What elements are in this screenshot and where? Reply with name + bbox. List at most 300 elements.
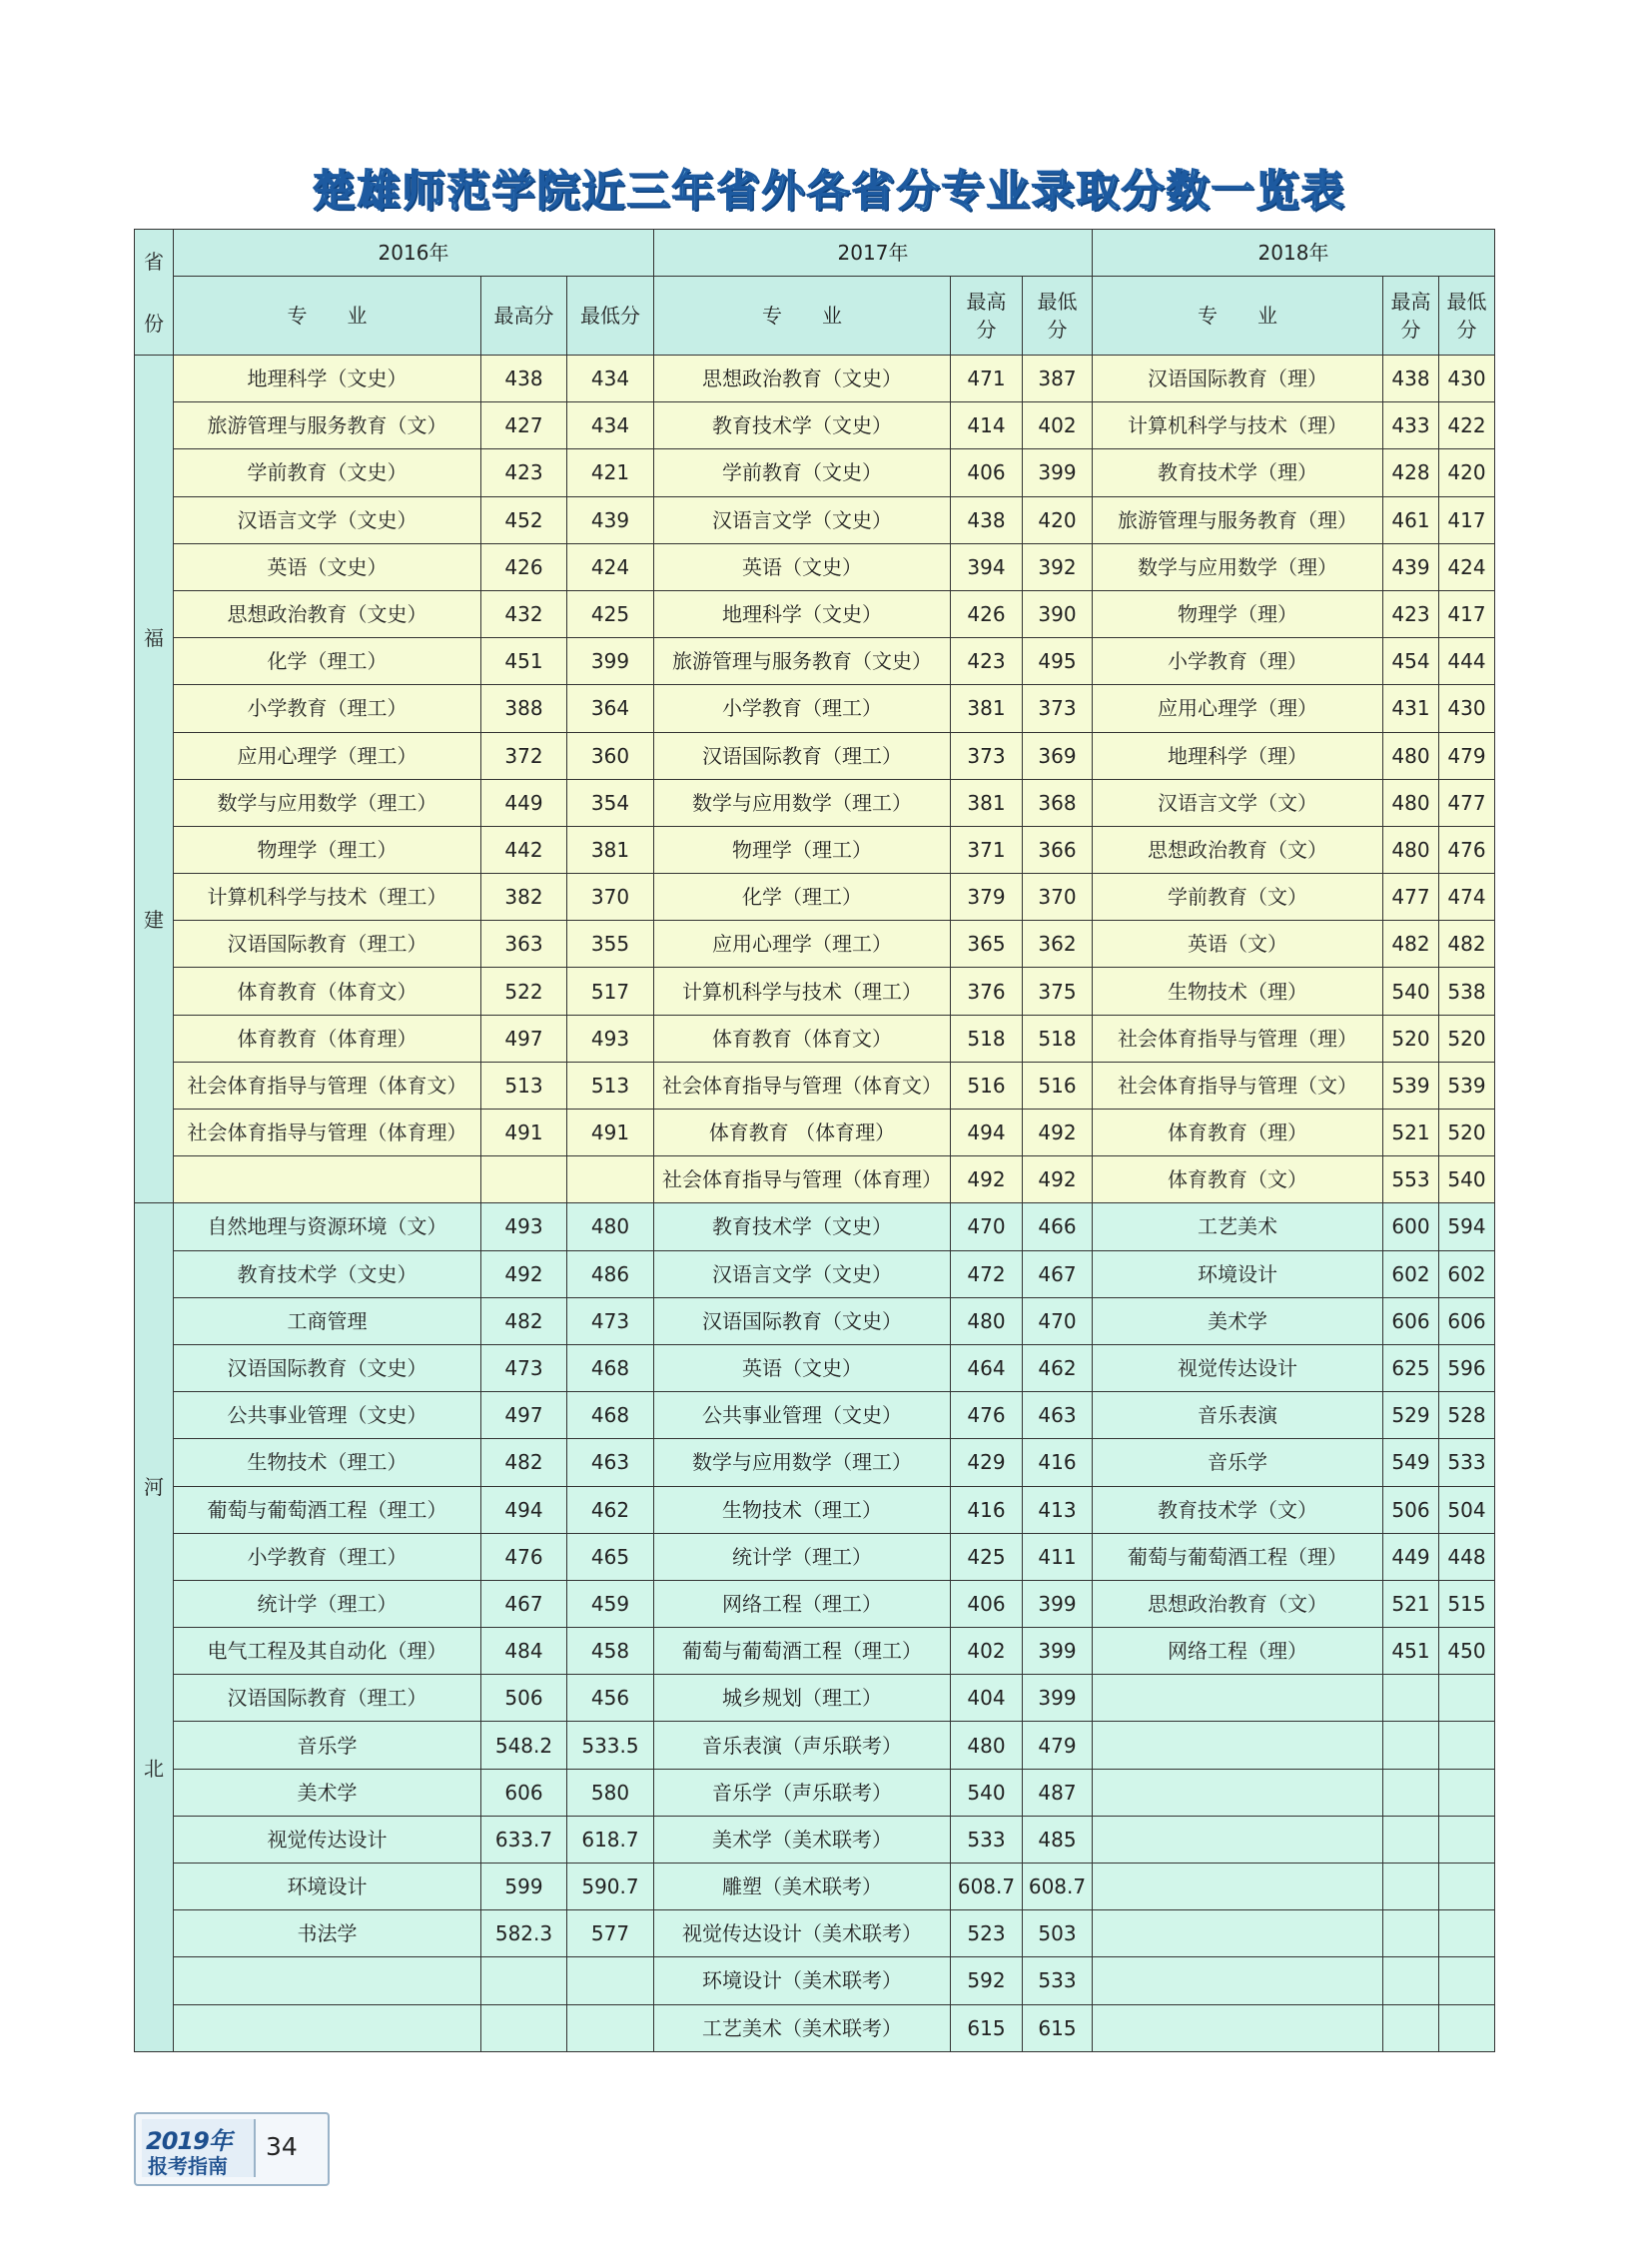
max-2017-cell: 406	[951, 1580, 1023, 1627]
table-row	[135, 685, 1495, 732]
min-2016-cell: 491	[567, 1110, 654, 1156]
min-2016-cell: 473	[567, 1297, 654, 1344]
major-2018-cell: 应用心理学（理）	[1093, 685, 1383, 732]
major-2016-cell: 思想政治教育（文史）	[174, 590, 481, 637]
major-2017-cell: 环境设计（美术联考）	[654, 1957, 951, 2004]
major-2017-cell: 学前教育（文史）	[654, 449, 951, 496]
major-2017-cell: 小学教育（理工）	[654, 685, 951, 732]
max-2017-cell: 540	[951, 1769, 1023, 1816]
min-2018-cell: 538	[1439, 968, 1495, 1015]
max-2018-cell: 625	[1383, 1344, 1439, 1391]
max-2017-cell: 381	[951, 779, 1023, 826]
min-2018-cell: 602	[1439, 1250, 1495, 1297]
major-2018-cell	[1093, 2004, 1383, 2051]
major-2018-cell: 计算机科学与技术（理）	[1093, 402, 1383, 449]
major-2016-cell: 音乐学	[174, 1722, 481, 1769]
min-2018-cell: 444	[1439, 638, 1495, 685]
min-2018-cell: 504	[1439, 1486, 1495, 1533]
min-header-2018-label: 最低分	[1446, 290, 1487, 342]
max-2018-cell: 451	[1383, 1628, 1439, 1675]
min-2017-cell: 495	[1023, 638, 1093, 685]
min-2017-cell: 375	[1023, 968, 1093, 1015]
min-2018-cell: 479	[1439, 732, 1495, 779]
table-row	[135, 1675, 1495, 1722]
max-2017-cell: 492	[951, 1156, 1023, 1203]
min-2017-cell: 492	[1023, 1110, 1093, 1156]
min-2016-cell: 513	[567, 1062, 654, 1109]
min-2016-cell: 381	[567, 826, 654, 873]
major-2017-cell: 化学（理工）	[654, 874, 951, 921]
min-2016-cell: 399	[567, 638, 654, 685]
max-2018-cell	[1383, 1722, 1439, 1769]
min-2016-cell: 354	[567, 779, 654, 826]
max-2016-cell	[481, 1957, 567, 2004]
major-2017-cell: 雕塑（美术联考）	[654, 1864, 951, 1910]
major-2016-cell	[174, 1957, 481, 2004]
max-2018-cell: 480	[1383, 826, 1439, 873]
min-2018-cell: 594	[1439, 1203, 1495, 1250]
min-2018-cell: 430	[1439, 356, 1495, 402]
major-2018-cell: 数学与应用数学（理）	[1093, 543, 1383, 590]
min-2018-cell: 606	[1439, 1297, 1495, 1344]
major-2018-cell: 英语（文）	[1093, 921, 1383, 968]
major-2017-cell: 英语（文史）	[654, 1344, 951, 1391]
max-2016-cell: 633.7	[481, 1816, 567, 1863]
min-2017-cell: 390	[1023, 590, 1093, 637]
major-2018-cell: 体育教育（文）	[1093, 1156, 1383, 1203]
min-2018-cell: 540	[1439, 1156, 1495, 1203]
max-2016-cell: 606	[481, 1769, 567, 1816]
table-row	[135, 1110, 1495, 1156]
major-2016-cell: 数学与应用数学（理工）	[174, 779, 481, 826]
max-2017-cell: 472	[951, 1250, 1023, 1297]
table-row	[135, 732, 1495, 779]
max-2016-cell: 506	[481, 1675, 567, 1722]
max-2016-cell: 438	[481, 356, 567, 402]
major-2018-cell: 教育技术学（理）	[1093, 449, 1383, 496]
major-2017-cell: 体育教育 （体育理）	[654, 1110, 951, 1156]
max-2016-cell: 467	[481, 1580, 567, 1627]
min-2017-cell: 608.7	[1023, 1864, 1093, 1910]
major-2017-cell: 旅游管理与服务教育（文史）	[654, 638, 951, 685]
min-2018-cell: 520	[1439, 1015, 1495, 1062]
min-2016-cell: 493	[567, 1015, 654, 1062]
min-2016-cell: 480	[567, 1203, 654, 1250]
major-2016-cell: 地理科学（文史）	[174, 356, 481, 402]
min-2016-cell: 577	[567, 1910, 654, 1957]
year-header-2017: 2017年	[654, 230, 1093, 277]
major-2017-cell: 汉语国际教育（文史）	[654, 1297, 951, 1344]
min-2016-cell: 465	[567, 1533, 654, 1580]
min-2017-cell: 387	[1023, 356, 1093, 402]
major-2017-cell: 思想政治教育（文史）	[654, 356, 951, 402]
min-2017-cell: 369	[1023, 732, 1093, 779]
guide-badge-logo	[142, 2119, 256, 2177]
year-header-2018: 2018年	[1093, 230, 1495, 277]
min-2018-cell	[1439, 1957, 1495, 2004]
table-row	[135, 779, 1495, 826]
table-row	[135, 1250, 1495, 1297]
min-2018-cell: 474	[1439, 874, 1495, 921]
min-2016-cell: 580	[567, 1769, 654, 1816]
major-2018-cell: 生物技术（理）	[1093, 968, 1383, 1015]
major-header-2016: 专 业	[174, 277, 481, 356]
major-2017-cell: 音乐学（声乐联考）	[654, 1769, 951, 1816]
table-row	[135, 1015, 1495, 1062]
table-row	[135, 1533, 1495, 1580]
major-2018-cell: 音乐表演	[1093, 1392, 1383, 1439]
major-2017-cell: 统计学（理工）	[654, 1533, 951, 1580]
max-2016-cell: 476	[481, 1533, 567, 1580]
table-row	[135, 1062, 1495, 1109]
major-2017-cell: 汉语言文学（文史）	[654, 1250, 951, 1297]
max-2018-cell: 606	[1383, 1297, 1439, 1344]
table-row	[135, 1344, 1495, 1391]
min-2017-cell: 466	[1023, 1203, 1093, 1250]
max-2016-cell: 382	[481, 874, 567, 921]
min-2018-cell: 448	[1439, 1533, 1495, 1580]
major-2017-cell: 教育技术学（文史）	[654, 402, 951, 449]
max-2016-cell: 451	[481, 638, 567, 685]
table-row	[135, 543, 1495, 590]
min-2016-cell: 458	[567, 1628, 654, 1675]
max-2017-cell: 365	[951, 921, 1023, 968]
table-row	[135, 356, 1495, 402]
guide-badge	[134, 2112, 330, 2186]
min-2016-cell: 421	[567, 449, 654, 496]
max-2018-cell: 529	[1383, 1392, 1439, 1439]
major-2016-cell: 视觉传达设计	[174, 1816, 481, 1863]
max-2016-cell: 426	[481, 543, 567, 590]
major-2017-cell: 社会体育指导与管理（体育理）	[654, 1156, 951, 1203]
max-2018-cell: 428	[1383, 449, 1439, 496]
min-2017-cell: 485	[1023, 1816, 1093, 1863]
max-2017-cell: 464	[951, 1344, 1023, 1391]
max-2018-cell: 480	[1383, 732, 1439, 779]
max-2017-cell: 608.7	[951, 1864, 1023, 1910]
min-2018-cell: 450	[1439, 1628, 1495, 1675]
major-2018-cell: 社会体育指导与管理（文）	[1093, 1062, 1383, 1109]
major-2016-cell: 应用心理学（理工）	[174, 732, 481, 779]
max-2018-cell: 600	[1383, 1203, 1439, 1250]
major-2016-cell: 英语（文史）	[174, 543, 481, 590]
major-2018-cell: 工艺美术	[1093, 1203, 1383, 1250]
min-2018-cell: 533	[1439, 1439, 1495, 1486]
max-2018-cell: 521	[1383, 1580, 1439, 1627]
min-2016-cell: 364	[567, 685, 654, 732]
max-2017-cell: 523	[951, 1910, 1023, 1957]
min-header-2018	[1439, 277, 1495, 356]
major-header-2018: 专 业	[1093, 277, 1383, 356]
table-row	[135, 1769, 1495, 1816]
major-2017-cell: 计算机科学与技术（理工）	[654, 968, 951, 1015]
min-2016-cell: 370	[567, 874, 654, 921]
major-2018-cell	[1093, 1957, 1383, 2004]
page-number: 34	[266, 2132, 298, 2161]
min-header-2017-label: 最低分	[1037, 290, 1078, 342]
table-row	[135, 1910, 1495, 1957]
major-2016-cell: 社会体育指导与管理（体育文）	[174, 1062, 481, 1109]
max-2018-cell: 423	[1383, 590, 1439, 637]
min-2018-cell: 424	[1439, 543, 1495, 590]
max-2018-cell: 439	[1383, 543, 1439, 590]
min-2016-cell: 533.5	[567, 1722, 654, 1769]
max-2016-cell: 482	[481, 1439, 567, 1486]
major-2016-cell: 计算机科学与技术（理工）	[174, 874, 481, 921]
major-2017-cell: 葡萄与葡萄酒工程（理工）	[654, 1628, 951, 1675]
major-2018-cell: 美术学	[1093, 1297, 1383, 1344]
min-2017-cell: 368	[1023, 779, 1093, 826]
max-2018-cell: 540	[1383, 968, 1439, 1015]
max-2017-cell: 476	[951, 1392, 1023, 1439]
section-fujian	[135, 356, 1495, 1203]
max-2017-cell: 438	[951, 496, 1023, 543]
major-2017-cell: 汉语言文学（文史）	[654, 496, 951, 543]
major-2017-cell: 地理科学（文史）	[654, 590, 951, 637]
max-2018-cell	[1383, 1910, 1439, 1957]
major-2016-cell: 教育技术学（文史）	[174, 1250, 481, 1297]
min-2017-cell: 366	[1023, 826, 1093, 873]
max-2018-cell: 520	[1383, 1015, 1439, 1062]
max-2016-cell: 599	[481, 1864, 567, 1910]
major-2016-cell	[174, 2004, 481, 2051]
major-2016-cell: 统计学（理工）	[174, 1580, 481, 1627]
min-2017-cell: 463	[1023, 1392, 1093, 1439]
min-2018-cell: 596	[1439, 1344, 1495, 1391]
major-2016-cell: 社会体育指导与管理（体育理）	[174, 1110, 481, 1156]
major-2016-cell: 汉语言文学（文史）	[174, 496, 481, 543]
major-2018-cell: 环境设计	[1093, 1250, 1383, 1297]
major-2016-cell: 工商管理	[174, 1297, 481, 1344]
min-2018-cell	[1439, 1769, 1495, 1816]
table-row	[135, 1203, 1495, 1250]
max-2018-cell: 438	[1383, 356, 1439, 402]
max-2016-cell: 449	[481, 779, 567, 826]
min-2018-cell	[1439, 1910, 1495, 1957]
major-2016-cell: 小学教育（理工）	[174, 685, 481, 732]
min-2016-cell: 360	[567, 732, 654, 779]
max-2016-cell: 452	[481, 496, 567, 543]
max-2018-cell: 539	[1383, 1062, 1439, 1109]
major-2017-cell: 教育技术学（文史）	[654, 1203, 951, 1250]
min-2018-cell	[1439, 2004, 1495, 2051]
max-2017-cell: 470	[951, 1203, 1023, 1250]
major-2018-cell	[1093, 1675, 1383, 1722]
max-2016-cell: 363	[481, 921, 567, 968]
major-2016-cell: 公共事业管理（文史）	[174, 1392, 481, 1439]
major-2018-cell: 体育教育（理）	[1093, 1110, 1383, 1156]
major-2016-cell	[174, 1156, 481, 1203]
major-2018-cell: 葡萄与葡萄酒工程（理）	[1093, 1533, 1383, 1580]
max-2017-cell: 425	[951, 1533, 1023, 1580]
max-2018-cell: 480	[1383, 779, 1439, 826]
min-2016-cell: 517	[567, 968, 654, 1015]
table-row	[135, 1392, 1495, 1439]
max-2016-cell: 548.2	[481, 1722, 567, 1769]
max-2018-cell: 461	[1383, 496, 1439, 543]
min-2016-cell: 424	[567, 543, 654, 590]
min-2018-cell: 520	[1439, 1110, 1495, 1156]
min-2016-cell: 434	[567, 402, 654, 449]
major-2018-cell: 汉语言文学（文）	[1093, 779, 1383, 826]
max-2018-cell: 449	[1383, 1533, 1439, 1580]
min-2016-cell: 618.7	[567, 1816, 654, 1863]
min-2017-cell: 470	[1023, 1297, 1093, 1344]
min-2017-cell: 615	[1023, 2004, 1093, 2051]
table-row	[135, 1722, 1495, 1769]
max-2016-cell: 432	[481, 590, 567, 637]
max-2017-cell: 480	[951, 1297, 1023, 1344]
max-2017-cell: 416	[951, 1486, 1023, 1533]
min-2017-cell: 462	[1023, 1344, 1093, 1391]
max-2018-cell: 477	[1383, 874, 1439, 921]
max-2017-cell: 516	[951, 1062, 1023, 1109]
major-2016-cell: 美术学	[174, 1769, 481, 1816]
major-2018-cell: 思想政治教育（文）	[1093, 1580, 1383, 1627]
max-2017-cell: 414	[951, 402, 1023, 449]
max-2016-cell: 491	[481, 1110, 567, 1156]
major-2018-cell: 社会体育指导与管理（理）	[1093, 1015, 1383, 1062]
min-2017-cell: 492	[1023, 1156, 1093, 1203]
max-2018-cell	[1383, 1769, 1439, 1816]
min-2016-cell: 355	[567, 921, 654, 968]
min-2018-cell	[1439, 1675, 1495, 1722]
max-2016-cell: 388	[481, 685, 567, 732]
min-2017-cell: 373	[1023, 685, 1093, 732]
major-2017-cell: 数学与应用数学（理工）	[654, 779, 951, 826]
major-2017-cell: 视觉传达设计（美术联考）	[654, 1910, 951, 1957]
min-2018-cell: 528	[1439, 1392, 1495, 1439]
major-2018-cell	[1093, 1910, 1383, 1957]
table-row	[135, 2004, 1495, 2051]
major-2018-cell: 网络工程（理）	[1093, 1628, 1383, 1675]
min-2016-cell: 425	[567, 590, 654, 637]
province-char: 北	[144, 1756, 164, 1781]
max-2017-cell: 376	[951, 968, 1023, 1015]
table-row	[135, 638, 1495, 685]
min-2018-cell: 417	[1439, 496, 1495, 543]
min-2016-cell	[567, 2004, 654, 2051]
major-2016-cell: 电气工程及其自动化（理）	[174, 1628, 481, 1675]
major-2016-cell: 自然地理与资源环境（文）	[174, 1203, 481, 1250]
major-2017-cell: 物理学（理工）	[654, 826, 951, 873]
province-char: 福	[144, 626, 164, 651]
major-2016-cell: 汉语国际教育（理工）	[174, 921, 481, 968]
max-2017-cell: 404	[951, 1675, 1023, 1722]
min-2017-cell: 518	[1023, 1015, 1093, 1062]
section-hebei	[135, 1203, 1495, 2051]
major-2018-cell: 思想政治教育（文）	[1093, 826, 1383, 873]
province-char: 建	[144, 908, 164, 933]
major-2018-cell: 视觉传达设计	[1093, 1344, 1383, 1391]
major-2017-cell: 公共事业管理（文史）	[654, 1392, 951, 1439]
max-2016-cell: 484	[481, 1628, 567, 1675]
max-2016-cell: 492	[481, 1250, 567, 1297]
max-2018-cell	[1383, 1864, 1439, 1910]
min-2016-cell: 456	[567, 1675, 654, 1722]
major-2016-cell: 旅游管理与服务教育（文）	[174, 402, 481, 449]
major-2017-cell: 体育教育（体育文）	[654, 1015, 951, 1062]
min-2018-cell	[1439, 1722, 1495, 1769]
major-2018-cell: 小学教育（理）	[1093, 638, 1383, 685]
min-2018-cell: 539	[1439, 1062, 1495, 1109]
major-2016-cell: 体育教育（体育文）	[174, 968, 481, 1015]
max-2018-cell: 602	[1383, 1250, 1439, 1297]
min-2018-cell: 477	[1439, 779, 1495, 826]
max-2016-cell: 473	[481, 1344, 567, 1391]
min-2017-cell: 399	[1023, 1628, 1093, 1675]
max-2018-cell: 553	[1383, 1156, 1439, 1203]
min-2017-cell: 503	[1023, 1910, 1093, 1957]
table-row	[135, 1439, 1495, 1486]
major-2018-cell: 教育技术学（文）	[1093, 1486, 1383, 1533]
max-2017-cell: 429	[951, 1439, 1023, 1486]
major-2016-cell: 体育教育（体育理）	[174, 1015, 481, 1062]
major-2018-cell: 汉语国际教育（理）	[1093, 356, 1383, 402]
table-row	[135, 496, 1495, 543]
table-row	[135, 921, 1495, 968]
major-2016-cell: 物理学（理工）	[174, 826, 481, 873]
max-2017-cell: 494	[951, 1110, 1023, 1156]
max-2017-cell: 426	[951, 590, 1023, 637]
min-2018-cell: 482	[1439, 921, 1495, 968]
max-2018-cell	[1383, 1957, 1439, 2004]
max-header-2018	[1383, 277, 1439, 356]
min-2017-cell: 533	[1023, 1957, 1093, 2004]
max-2016-cell: 423	[481, 449, 567, 496]
table-row	[135, 449, 1495, 496]
min-2017-cell: 399	[1023, 1675, 1093, 1722]
major-2018-cell: 旅游管理与服务教育（理）	[1093, 496, 1383, 543]
admission-score-table	[134, 229, 1495, 2052]
badge-year: 2019年	[146, 2127, 232, 2155]
max-2016-cell: 513	[481, 1062, 567, 1109]
min-2018-cell	[1439, 1864, 1495, 1910]
major-2018-cell: 地理科学（理）	[1093, 732, 1383, 779]
max-2016-cell	[481, 1156, 567, 1203]
table-row	[135, 590, 1495, 637]
min-2018-cell: 430	[1439, 685, 1495, 732]
min-2016-cell: 439	[567, 496, 654, 543]
major-header-2017: 专 业	[654, 277, 951, 356]
min-2018-cell: 417	[1439, 590, 1495, 637]
max-2018-cell	[1383, 1816, 1439, 1863]
badge-subtitle: 报考指南	[148, 2154, 228, 2178]
major-2018-cell	[1093, 1722, 1383, 1769]
major-2016-cell: 书法学	[174, 1910, 481, 1957]
major-2016-cell: 汉语国际教育（文史）	[174, 1344, 481, 1391]
major-2017-cell: 应用心理学（理工）	[654, 921, 951, 968]
min-2017-cell: 516	[1023, 1062, 1093, 1109]
table-row	[135, 1816, 1495, 1863]
min-2017-cell: 392	[1023, 543, 1093, 590]
max-2017-cell: 373	[951, 732, 1023, 779]
table-row	[135, 1628, 1495, 1675]
max-2017-cell: 423	[951, 638, 1023, 685]
major-2016-cell: 环境设计	[174, 1864, 481, 1910]
province-char: 河	[144, 1474, 164, 1499]
max-2017-cell: 533	[951, 1816, 1023, 1863]
max-header-2017	[951, 277, 1023, 356]
min-2016-cell	[567, 1957, 654, 2004]
min-2018-cell: 476	[1439, 826, 1495, 873]
min-2018-cell: 422	[1439, 402, 1495, 449]
max-2018-cell: 549	[1383, 1439, 1439, 1486]
table-row	[135, 1957, 1495, 2004]
min-2017-cell: 362	[1023, 921, 1093, 968]
table-row	[135, 874, 1495, 921]
max-2018-cell	[1383, 2004, 1439, 2051]
